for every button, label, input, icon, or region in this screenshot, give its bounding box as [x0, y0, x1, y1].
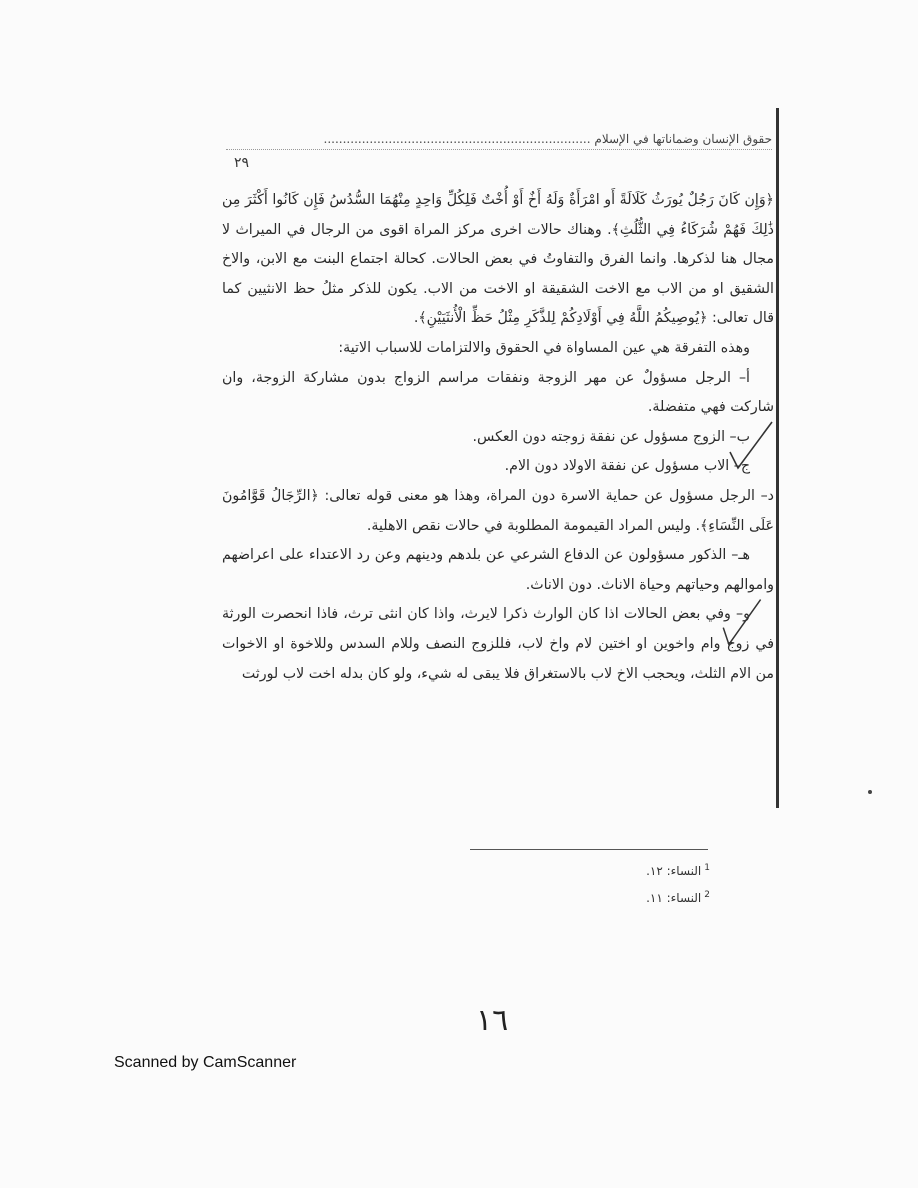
footnotes	[560, 856, 710, 910]
footnote-2: $^2$النساء: ١١.	[646, 890, 710, 905]
list-item-d: د– الرجل مسؤول عن حماية الاسرة دون المراة، وهذا هو معنى قوله تعالى: ﴿الرِّجَالُ قَوَّامُونَ عَلَى النِّسَاءِ﴾. وليس المراد القيمومة المطلوبة في حالات نقص الاهلية.	[222, 487, 774, 534]
list-item-h: هـ– الذكور مسؤولون عن الدفاع الشرعي عن بلدهم ودينهم وعن رد الاعتداء على اعراضهم واموالهم وحياتهم وحياة الاناث. دون الاناث.	[222, 547, 774, 593]
list-item-b: ب– الزوج مسؤول عن نفقة زوجته دون العكس.	[472, 428, 750, 445]
camscanner-watermark: Scanned by CamScanner	[114, 1054, 297, 1071]
list-item-c: ج– الاب مسؤول عن نفقة الاولاد دون الام.	[504, 458, 750, 475]
page-edge-line	[776, 108, 779, 808]
header-page-number: ٢٩	[234, 155, 250, 171]
scan-speck	[868, 790, 872, 794]
handwritten-check-mark-1	[726, 418, 776, 478]
running-title: حقوق الإنسان وضماناتها في الإسلام	[594, 132, 772, 146]
running-header: حقوق الإنسان وضماناتها في الإسلام ......................................................................	[226, 132, 772, 150]
paragraph-intro-reasons: وهذه التفرقة هي عين المساواة في الحقوق والالتزامات للاسباب الاتية:	[338, 339, 750, 356]
paragraph-quran-inheritance: ﴿وَإِن كَانَ رَجُلٌ يُورَثُ كَلَالَةً أَو امْرَأَةٌ وَلَهُ أَخٌ أَوْ أُخْتٌ فَلِكُلِّ وَاحِدٍ مِنْهُمَا السُّدُسُ فَإِن كَانُوا أَكْثَرَ مِن ذَٰلِكَ فَهُمْ شُرَكَاءُ فِي الثُّلُثِ﴾. وهناك حالات اخرى مركز المراة اقوى من الرجال في الميراث لا مجال هنا لذكرها. وانما الفرق والتفاوتُ في بعض الحالات. كحالة اجتماع البنت مع الابن، والاخ الشقيق او من الاب مع الاخت الشقيقة او الاخت من الاب. يكون للذكر مثلُ حظ الانثيين كما قال تعالى: ﴿يُوصِيكُمُ اللَّهُ فِي أَوْلَادِكُمْ لِلذَّكَرِ مِثْلُ حَظِّ الْأُنثَيَيْنِ﴾.	[222, 192, 774, 327]
footnote-1: $^1$النساء: ١٢.	[646, 863, 710, 878]
body-text	[222, 186, 774, 689]
footnote-rule	[470, 849, 708, 850]
handwritten-page-number: ١٦	[476, 1003, 509, 1038]
list-item-a: أ– الرجل مسؤولٌ عن مهر الزوجة ونفقات مراسم الزواج بدون مشاركة الزوجة، وان شاركت فهي متفضلة.	[222, 369, 774, 416]
handwritten-check-mark-2	[716, 594, 766, 650]
list-item-w: و– وفي بعض الحالات اذا كان الوارث ذكرا لايرث، واذا كان انثى ترث، فاذا انحصرت الورثة في زوج وام واخوين او اختين لام واخ لاب، فللزوج النصف وللام السدس وللاخوة او الاخوات من الام الثلث، ويحجب الاخ لاب بالاستغراق فلا يبقى له شيء، ولو كان بدله اخت لاب لورثت	[222, 606, 774, 682]
